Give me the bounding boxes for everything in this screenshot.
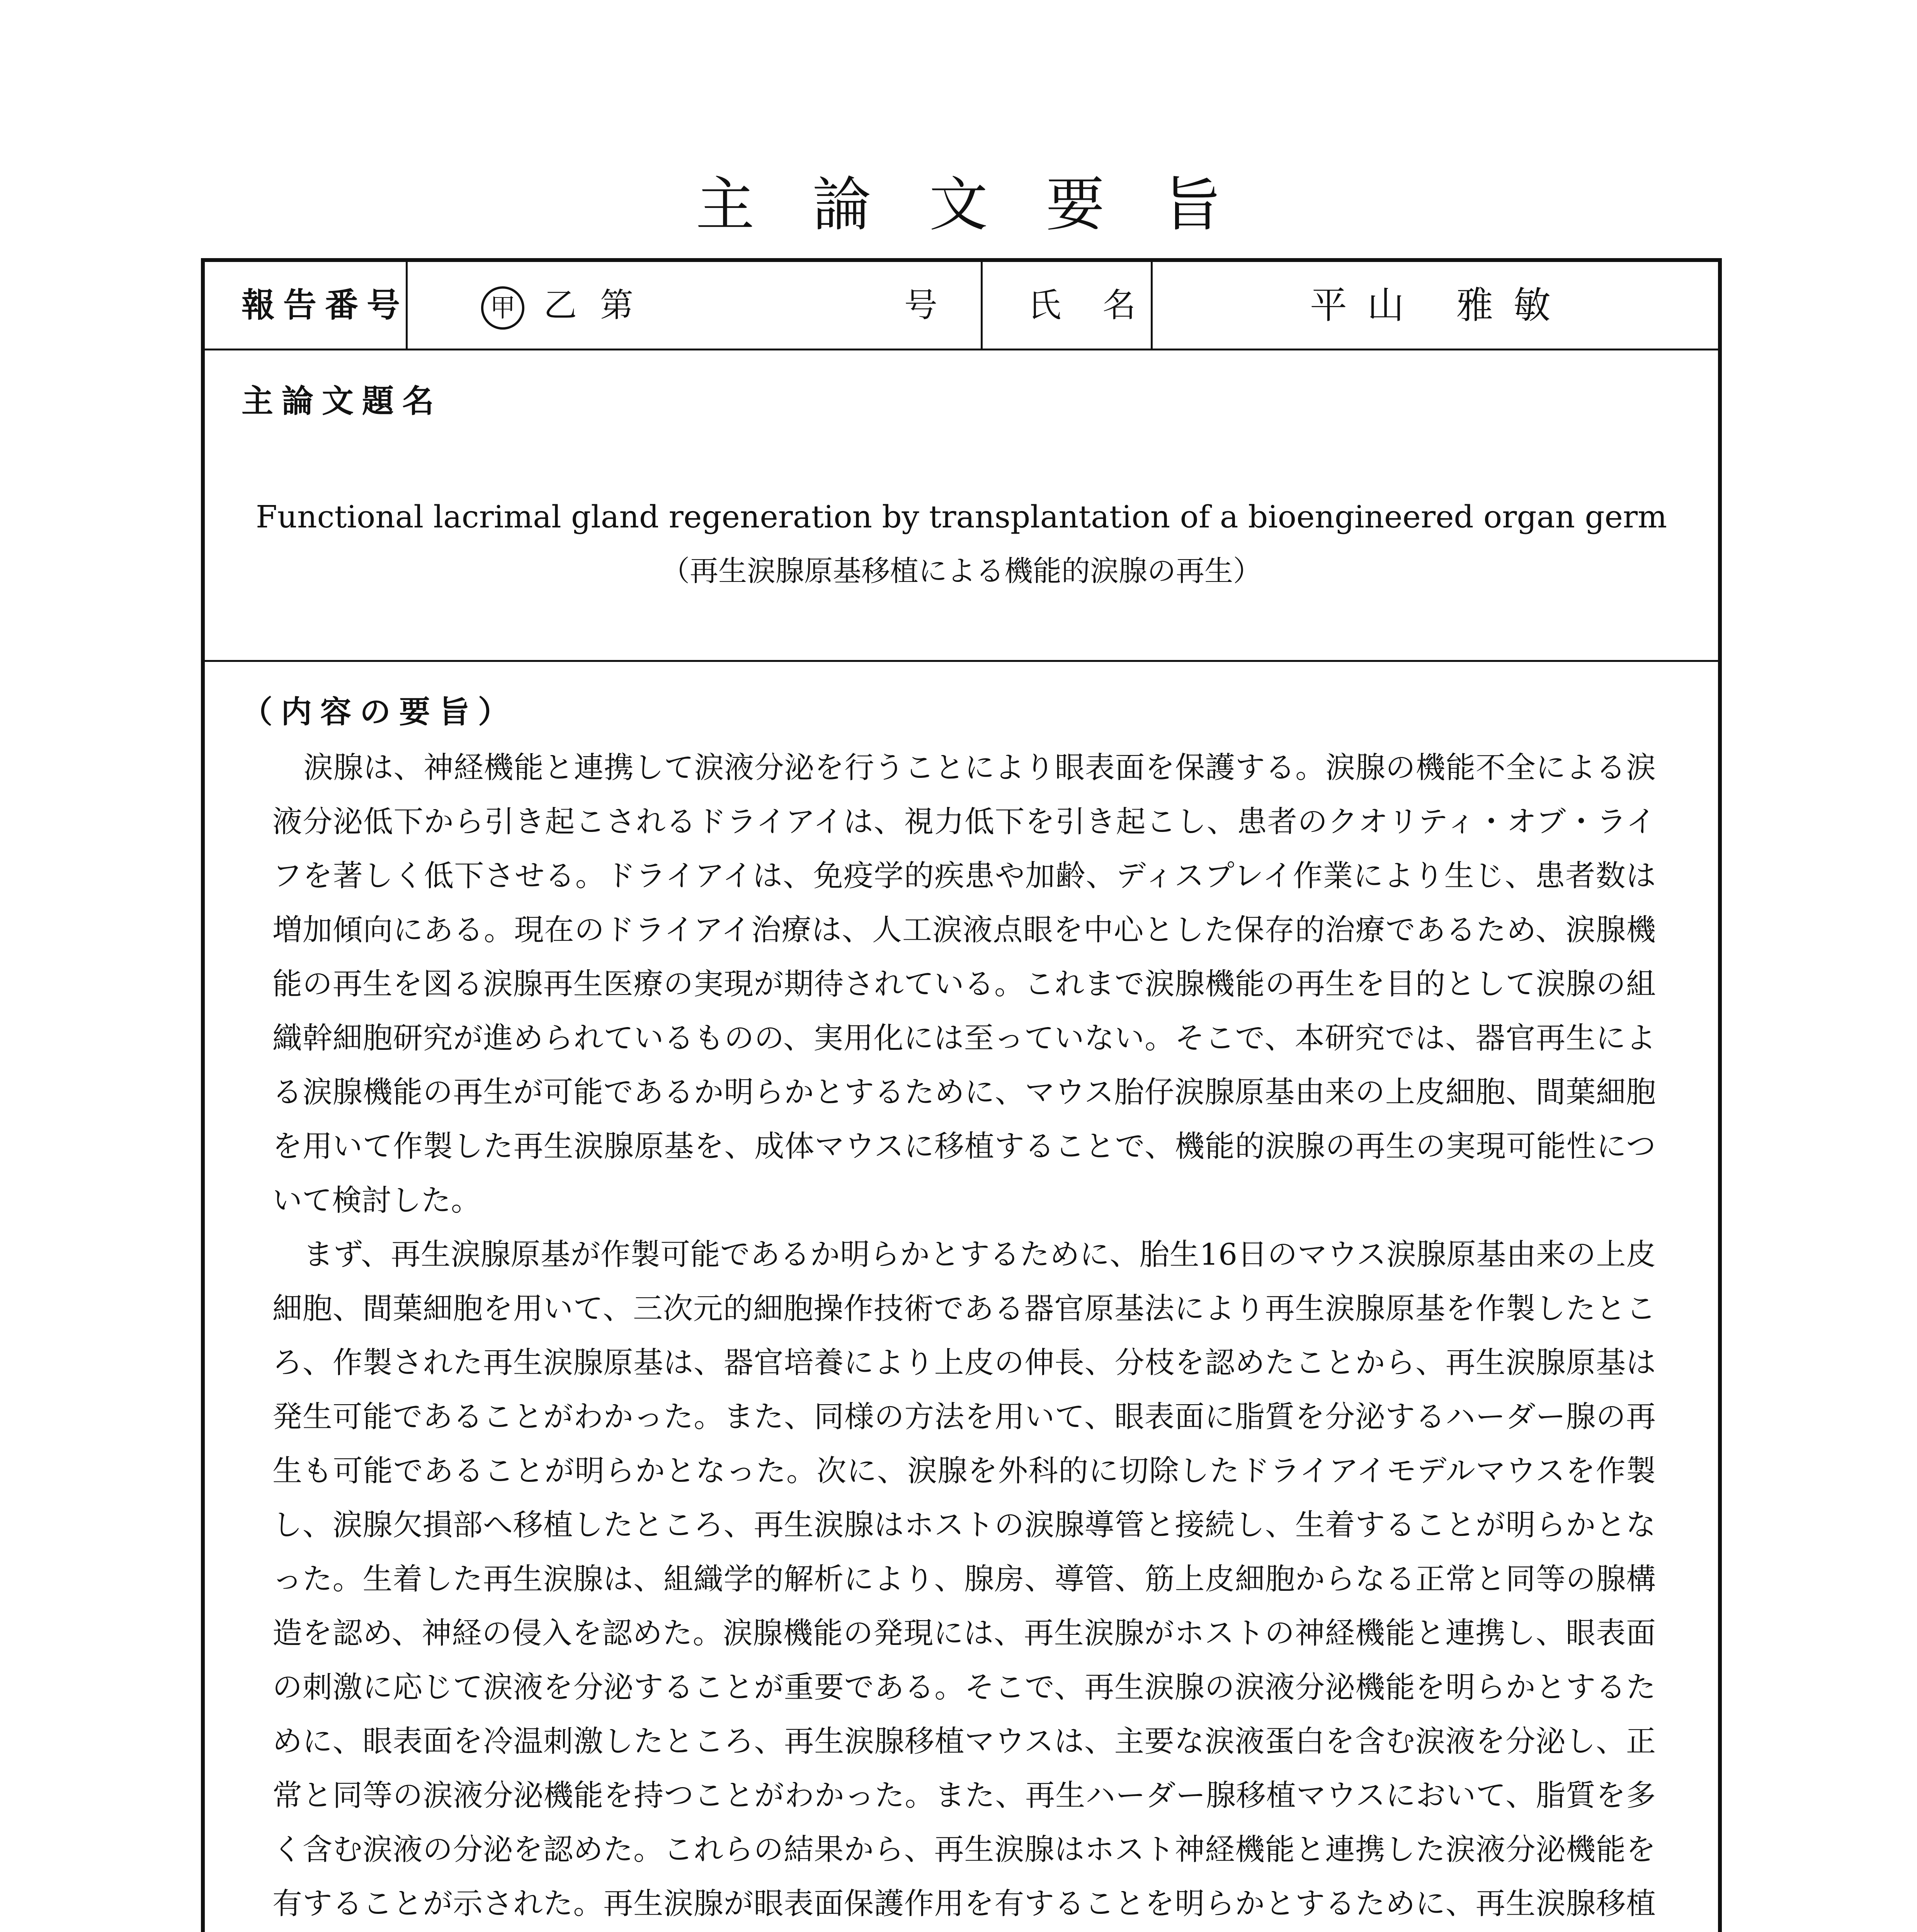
row-divider [205, 349, 1718, 350]
japanese-title: （再生涙腺原基移植による機能的涙腺の再生） [661, 554, 1262, 588]
summary-heading: （内容の要旨） [242, 694, 517, 730]
summary-paragraph: まず、再生涙腺原基が作製可能であるか明らかとするために、胎生16日のマウス涙腺原基由来の上皮細胞、間葉細胞を用いて、三次元的細胞操作技術である器官原基法により再生涙腺原基を作製したところ、作製された再生涙腺原基は、器官培養により上皮の伸長、分枝を認めたことから、再生涙腺原基は発生可能であることがわかった。また、同様の方法を用いて、眼表面に脂質を分泌するハーダー腺の再生も可能であることが明らかとなった。次に、涙腺を外科的に切除したドライアイモデルマウスを作製し、涙腺欠損部へ移植したところ、再生涙腺はホストの涙腺導管と接続し、生着することが明らかとなった。生着した再生涙腺は、組織学的解析により、腺房、導管、筋上皮細胞からなる正常と同等の腺構造を認め、神経の侵入を認めた。涙腺機能の発現には、再生涙腺がホストの神経機能と連携し、眼表面の刺激に応じて涙液を分泌することが重要である。そこで、再生涙腺の涙液分泌機能を明らかとするために、眼表面を冷温刺激したところ、再生涙腺移植マウスは、主要な涙液蛋白を含む涙液を分泌し、正常と同等の涙液分泌機能を持つことがわかった。また、再生ハーダー腺移植マウスにおいて、脂質を多く含む涙液の分泌を認めた。これらの結果から、再生涙腺はホスト神経機能と連携した涙液分泌機能を有することが示された。再生涙腺が眼表面保護作用を有することを明らかとするために、再生涙腺移植 [272, 1238, 1656, 1921]
author-name: 平山 雅敏 [1310, 284, 1571, 327]
report-number-field [481, 262, 633, 349]
divider [406, 262, 408, 349]
divider [981, 262, 983, 349]
form-frame [201, 258, 1722, 1932]
kou-circle-marker: 甲 [481, 286, 524, 330]
divider [1151, 262, 1153, 349]
english-title: Functional lacrimal gland regeneration by transplantation of a bioengineered organ germ [256, 499, 1667, 535]
summary-paragraph: 涙腺は、神経機能と連携して涙液分泌を行うことにより眼表面を保護する。涙腺の機能不全による涙液分泌低下から引き起こされるドライアイは、視力低下を引き起こし、患者のクオリティ・オブ・ライフを著しく低下させる。ドライアイは、免疫学的疾患や加齢、ディスプレイ作業により生じ、患者数は増加傾向にある。現在のドライアイ治療は、人工涙液点眼を中心とした保存的治療であるため、涙腺機能の再生を図る涙腺再生医療の実現が期待されている。これまで涙腺機能の再生を目的として涙腺の組織幹細胞研究が進められているものの、実用化には至っていない。そこで、本研究では、器官再生による涙腺機能の再生が可能であるか明らかとするために、マウス胎仔涙腺原基由来の上皮細胞、間葉細胞を用いて作製した再生涙腺原基を、成体マウスに移植することで、機能的涙腺の再生の実現可能性について検討した。 [272, 751, 1656, 1218]
otsu-label: 乙 [544, 286, 577, 325]
name-label: 氏 名 [1028, 286, 1152, 325]
dai-label: 第 [600, 286, 633, 325]
document-title: 主論文要旨 [696, 170, 1279, 239]
report-number-label: 報告番号 [242, 286, 408, 325]
thesis-title-label: 主論文題名 [242, 383, 443, 420]
go-label: 号 [904, 286, 937, 325]
row-divider [205, 660, 1718, 662]
summary-body [272, 741, 1656, 1932]
